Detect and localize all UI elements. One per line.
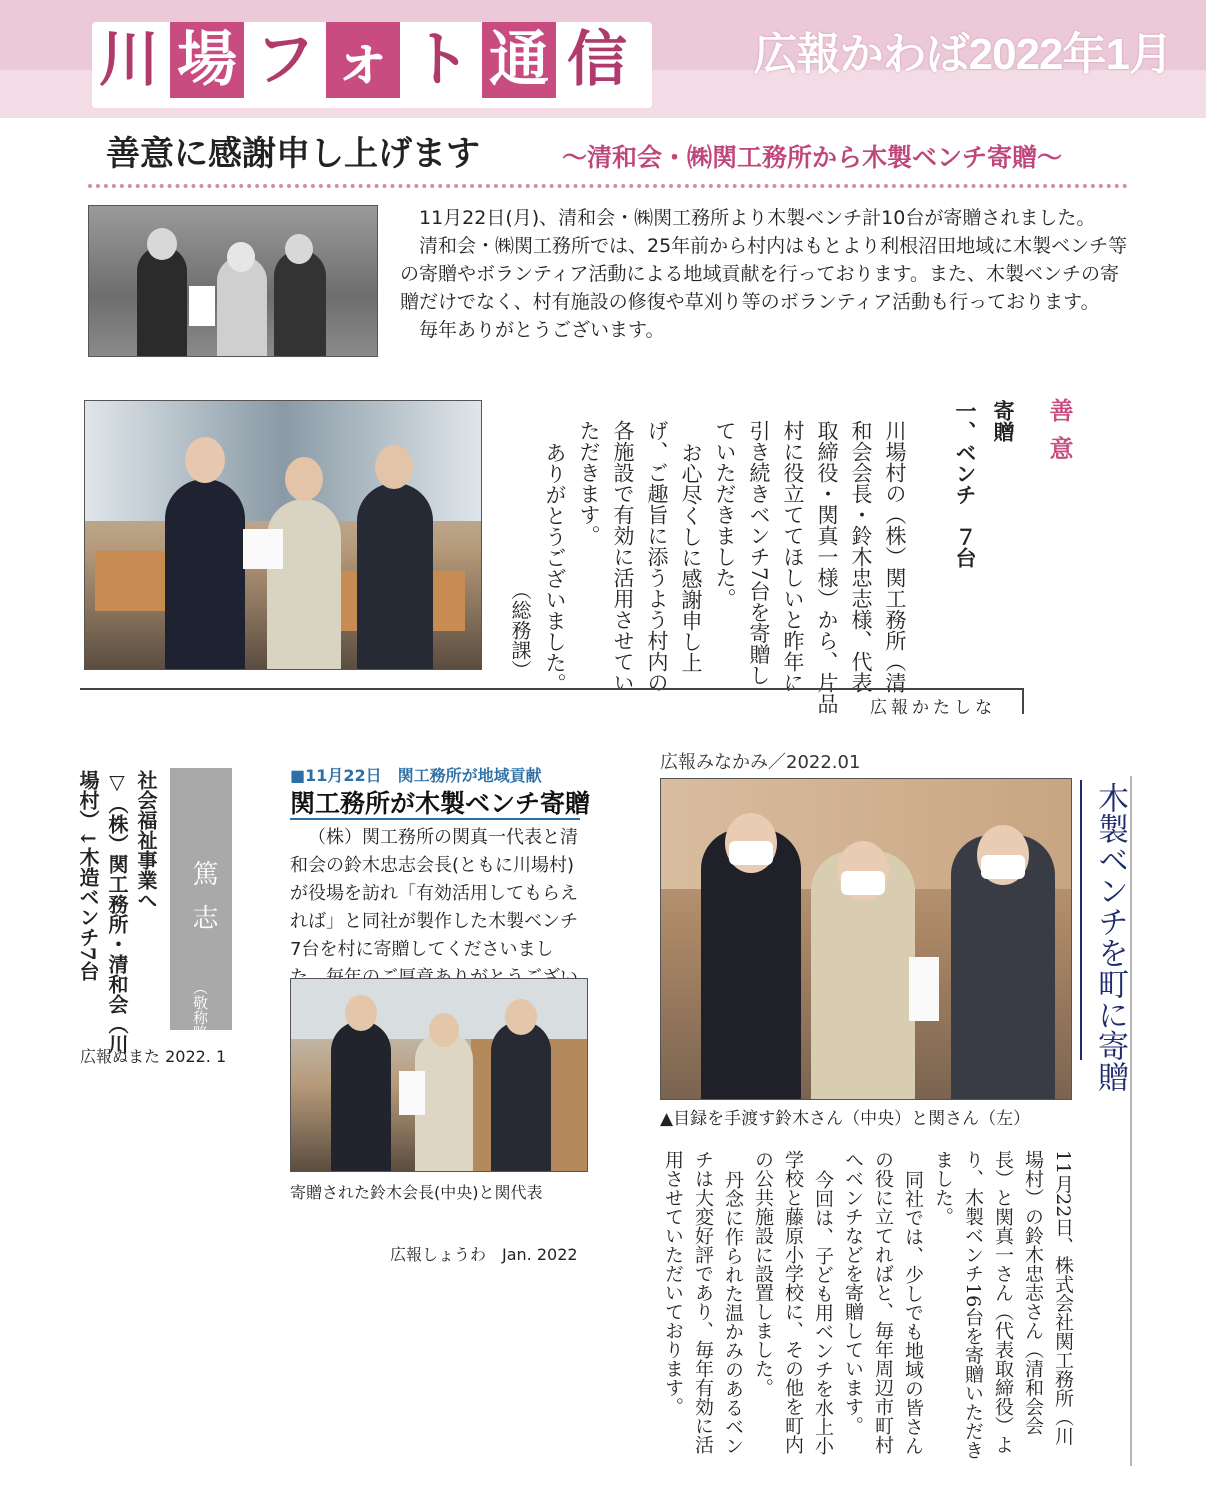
katashina-col: 引き続きベンチ7台を寄贈し xyxy=(747,420,771,686)
minakami-col: 丹念に作られた温かみのあるベン xyxy=(722,1170,744,1455)
title-char: 信 xyxy=(567,25,627,95)
katashina-col: 取締役・関真一様）から、片品 xyxy=(815,420,839,714)
title-char: フ xyxy=(255,25,315,95)
minakami-col: 学校と藤原小学校に、その他を町内 xyxy=(782,1150,804,1454)
minakami-col: 長）と関真一さん（代表取締役）よ xyxy=(992,1150,1014,1454)
showa-headline: 関工務所が木製ベンチ寄贈 xyxy=(290,789,591,818)
katashina-col: 和会会長・鈴木忠志様、代表 xyxy=(849,420,873,693)
minakami-col: 場村）の鈴木忠志さん（清和会会 xyxy=(1022,1150,1044,1435)
article-headline: 善意に感謝申し上げます xyxy=(106,134,480,174)
katashina-heading: 善意 xyxy=(1045,398,1074,474)
minakami-photo xyxy=(660,778,1072,1100)
numata-source: 広報ぬまた 2022. 1 xyxy=(80,1047,227,1066)
minakami-title: 木製ベンチを町に寄贈 xyxy=(1092,782,1128,1092)
minakami-col: 今回は、子ども用ベンチを水上小 xyxy=(812,1170,834,1455)
showa-source: 広報しょうわ Jan. 2022 xyxy=(390,1245,578,1264)
katashina-divider xyxy=(80,688,1024,690)
masthead-title xyxy=(92,22,652,108)
numata-line: 場村）↓木造ベンチ7台 xyxy=(76,770,100,981)
numata-line: ▽（株）関工務所・清和会（川 xyxy=(105,770,129,1054)
katashina-col: げ、ご趣旨に添うよう村内の xyxy=(645,420,669,693)
ceremony-photo-1 xyxy=(88,205,378,357)
minakami-col: ました。 xyxy=(932,1150,954,1226)
katashina-col: 各施設で有効に活用させてい xyxy=(611,420,635,693)
minakami-title-rule xyxy=(1080,780,1082,1060)
minakami-col: 用させていただいております。 xyxy=(662,1150,684,1416)
katashina-dept: （総務課） xyxy=(508,580,532,680)
title-char: ォ xyxy=(326,22,400,98)
showa-caption: 寄贈された鈴木会長(中央)と関代表 xyxy=(290,1183,543,1202)
katashina-col: ただきます。 xyxy=(577,420,601,546)
title-char: 通 xyxy=(482,22,556,98)
numata-box-label: 篤志 xyxy=(188,860,218,948)
title-char: 場 xyxy=(170,22,244,98)
minakami-col: の公共施設に設置しました。 xyxy=(752,1150,774,1397)
katashina-source: 広報かたしな xyxy=(870,698,996,718)
minakami-caption: ▲目録を手渡す鈴木さん（中央）と関さん（左） xyxy=(660,1109,1031,1129)
katashina-donation-label: 寄贈 xyxy=(991,400,1016,442)
showa-date-tag: ■11月22日 関工務所が地域貢献 xyxy=(290,766,542,785)
katashina-col: お心尽くしに感謝申し上 xyxy=(679,442,703,673)
showa-body: （株）関工務所の関真一代表と清和会の鈴木忠志会長(ともに川場村)が役場を訪れ「有効活用してもらえれば」と同社が製作した木製ベンチ7台を村に寄贈してくださいまし xyxy=(290,827,578,960)
katashina-divider-tick xyxy=(1022,688,1024,714)
katashina-col: 川場村の（株）関工務所（清 xyxy=(883,420,907,693)
issue-label: 広報かわば2022年1月 xyxy=(753,30,1172,79)
katashina-donation-item: 一、ベンチ ７台 xyxy=(953,400,978,568)
numata-box-note: （敬称略） xyxy=(191,980,209,1055)
minakami-col: の役に立てればと、毎年周辺市町村 xyxy=(872,1150,894,1454)
minakami-col: 11月22日、株式会社関工務所（川 xyxy=(1052,1150,1074,1446)
minakami-source: 広報みなかみ／2022.01 xyxy=(660,752,861,773)
minakami-col: り、木製ベンチ16台を寄贈いただき xyxy=(962,1150,984,1460)
katashina-col: ありがとうございました。 xyxy=(543,442,567,694)
title-char: ト xyxy=(411,25,471,95)
katashina-col: 村に役立ててほしいと昨年に xyxy=(781,420,805,693)
numata-category: 社会福祉事業へ xyxy=(134,770,158,910)
minakami-col: へベンチなどを寄贈しています。 xyxy=(842,1150,864,1435)
article-paragraph: 11月22日(月)、清和会・㈱関工務所より木製ベンチ計10台が寄贈されました。 xyxy=(419,207,1096,229)
katashina-col: ていただきました。 xyxy=(713,420,737,609)
showa-photo xyxy=(290,978,588,1172)
title-char: 川 xyxy=(99,25,159,95)
dotted-divider xyxy=(88,184,1128,188)
minakami-col: 同社では、少しでも地域の皆さん xyxy=(902,1170,924,1455)
article-body xyxy=(400,204,1130,344)
minakami-col: チは大変好評であり、毎年有効に活 xyxy=(692,1150,714,1454)
ceremony-photo-2 xyxy=(84,400,482,670)
minakami-right-rule xyxy=(1130,776,1132,1466)
article-subhead: ～清和会・㈱関工務所から木製ベンチ寄贈～ xyxy=(562,143,1063,172)
article-paragraph: 清和会・㈱関工務所では、25年前から村内はもとより利根沼田地域に木製ベンチ等の寄贈やボランティア活動による地域貢献を行っております。また、木製ベンチの寄贈だけでなく、村有施設の修復や草刈り等のボランティア活動も行っております。 xyxy=(400,235,1128,313)
article-paragraph: 毎年ありがとうございます。 xyxy=(419,319,665,341)
showa-headline-underline xyxy=(290,818,580,820)
